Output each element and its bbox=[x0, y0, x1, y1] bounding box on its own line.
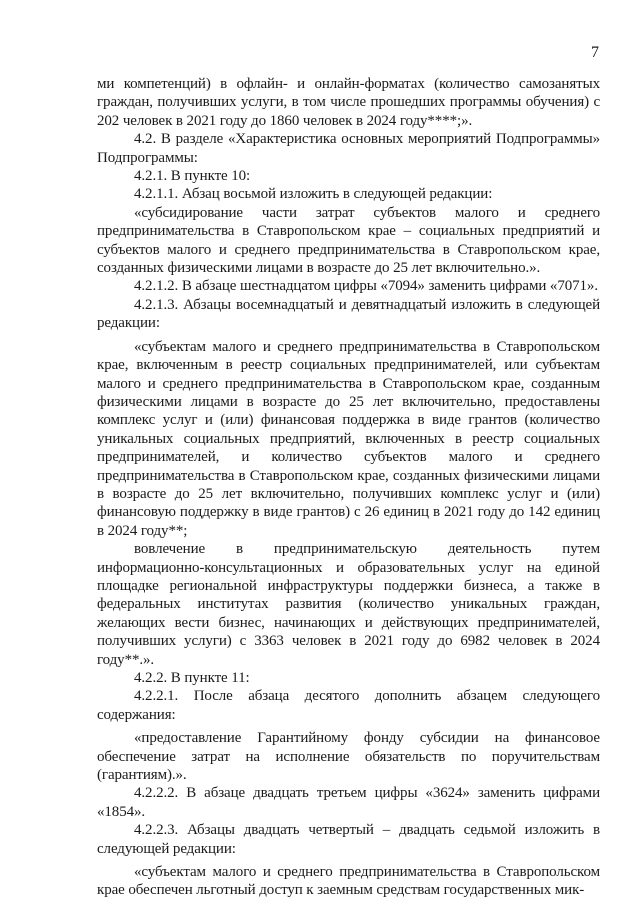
paragraph-quote-microfinance: «субъектам малого и среднего предпринимательства в Ставропольском крае обеспечен льготный доступ к заемным средствам государственных мик- bbox=[97, 864, 600, 899]
page-number: 7 bbox=[591, 44, 599, 61]
document-body bbox=[97, 75, 600, 900]
paragraph-quote-subsidy: «субсидирование части затрат субъектов малого и среднего предпринимательства в Ставропольском крае – социальных предприятий и субъектов малого и среднего предпринимательства в Ставропольском крае, созданных физическими лицами в возрасте до 25 лет включительно.». bbox=[97, 204, 600, 277]
paragraph-section-4-2: 4.2. В разделе «Характеристика основных мероприятий Подпрограммы» Подпрограммы: bbox=[97, 131, 600, 166]
paragraph-4-2-1-3: 4.2.1.3. Абзацы восемнадцатый и девятнадцатый изложить в следующей редакции: bbox=[97, 296, 600, 332]
paragraph-4-2-2-3: 4.2.2.3. Абзацы двадцать четвертый – двадцать седьмой изложить в следующей редакции: bbox=[97, 822, 600, 857]
paragraph-continuation: ми компетенций) в офлайн- и онлайн-форматах (количество самозанятых граждан, получивших услуги, в том числе прошедших программы обучения) с 202 человек в 2021 году до 1860 человек в 2024 году****;». bbox=[97, 76, 600, 129]
paragraph-quote-guarantee-fund: «предоставление Гарантийному фонду субсидии на финансовое обеспечение затрат на исполнение обязательств по поручительствам (гарантиям).». bbox=[97, 730, 600, 784]
paragraph-4-2-1-2: 4.2.1.2. В абзаце шестнадцатом цифры «7094» заменить цифрами «7071». bbox=[134, 278, 598, 295]
paragraph-4-2-2-2: 4.2.2.2. В абзаце двадцать третьем цифры «3624» заменить цифрами «1854». bbox=[97, 785, 600, 820]
paragraph-involvement: вовлечение в предпринимательскую деятельность путем информационно-консультационных и образовательных услуг на единой площадке региональной инфраструктуры поддержки бизнеса, а также в федеральных институтах развития (количество уникальных граждан, желающих вести бизнес, начинающих и действующих предпринимателей, получивших услуги) с 3363 человек в 2021 году до 6982 человек в 2024 году**.». bbox=[97, 541, 600, 668]
paragraph-quote-social-enterprises: «субъектам малого и среднего предпринимательства в Ставропольском крае, включенным в реестр социальных предпринимателей, или субъектам малого и среднего предпринимательства в Ставропольском крае, созданным физическими лицами в возрасте до 25 лет включительно, предоставлены комплекс услуг и (или) финансовая поддержка в виде грантов (количество уникальных социальных предприятий, включенных в реестр социальных предпринимателей, и количество субъектов малого и среднего предпринимательства в Ставропольском крае, созданных физическими лицами в возрасте до 25 лет включительно, получивших комплекс услуг и (или) финансовую поддержку в виде грантов) с 26 единиц в 2021 году до 142 единиц в 2024 году**; bbox=[97, 338, 600, 539]
paragraph-4-2-2: 4.2.2. В пункте 11: bbox=[134, 670, 250, 686]
paragraph-4-2-1-1: 4.2.1.1. Абзац восьмой изложить в следующей редакции: bbox=[134, 186, 493, 203]
paragraph-4-2-2-1: 4.2.2.1. После абзаца десятого дополнить абзацем следующего содержания: bbox=[97, 688, 600, 723]
paragraph-4-2-1: 4.2.1. В пункте 10: bbox=[134, 168, 251, 185]
